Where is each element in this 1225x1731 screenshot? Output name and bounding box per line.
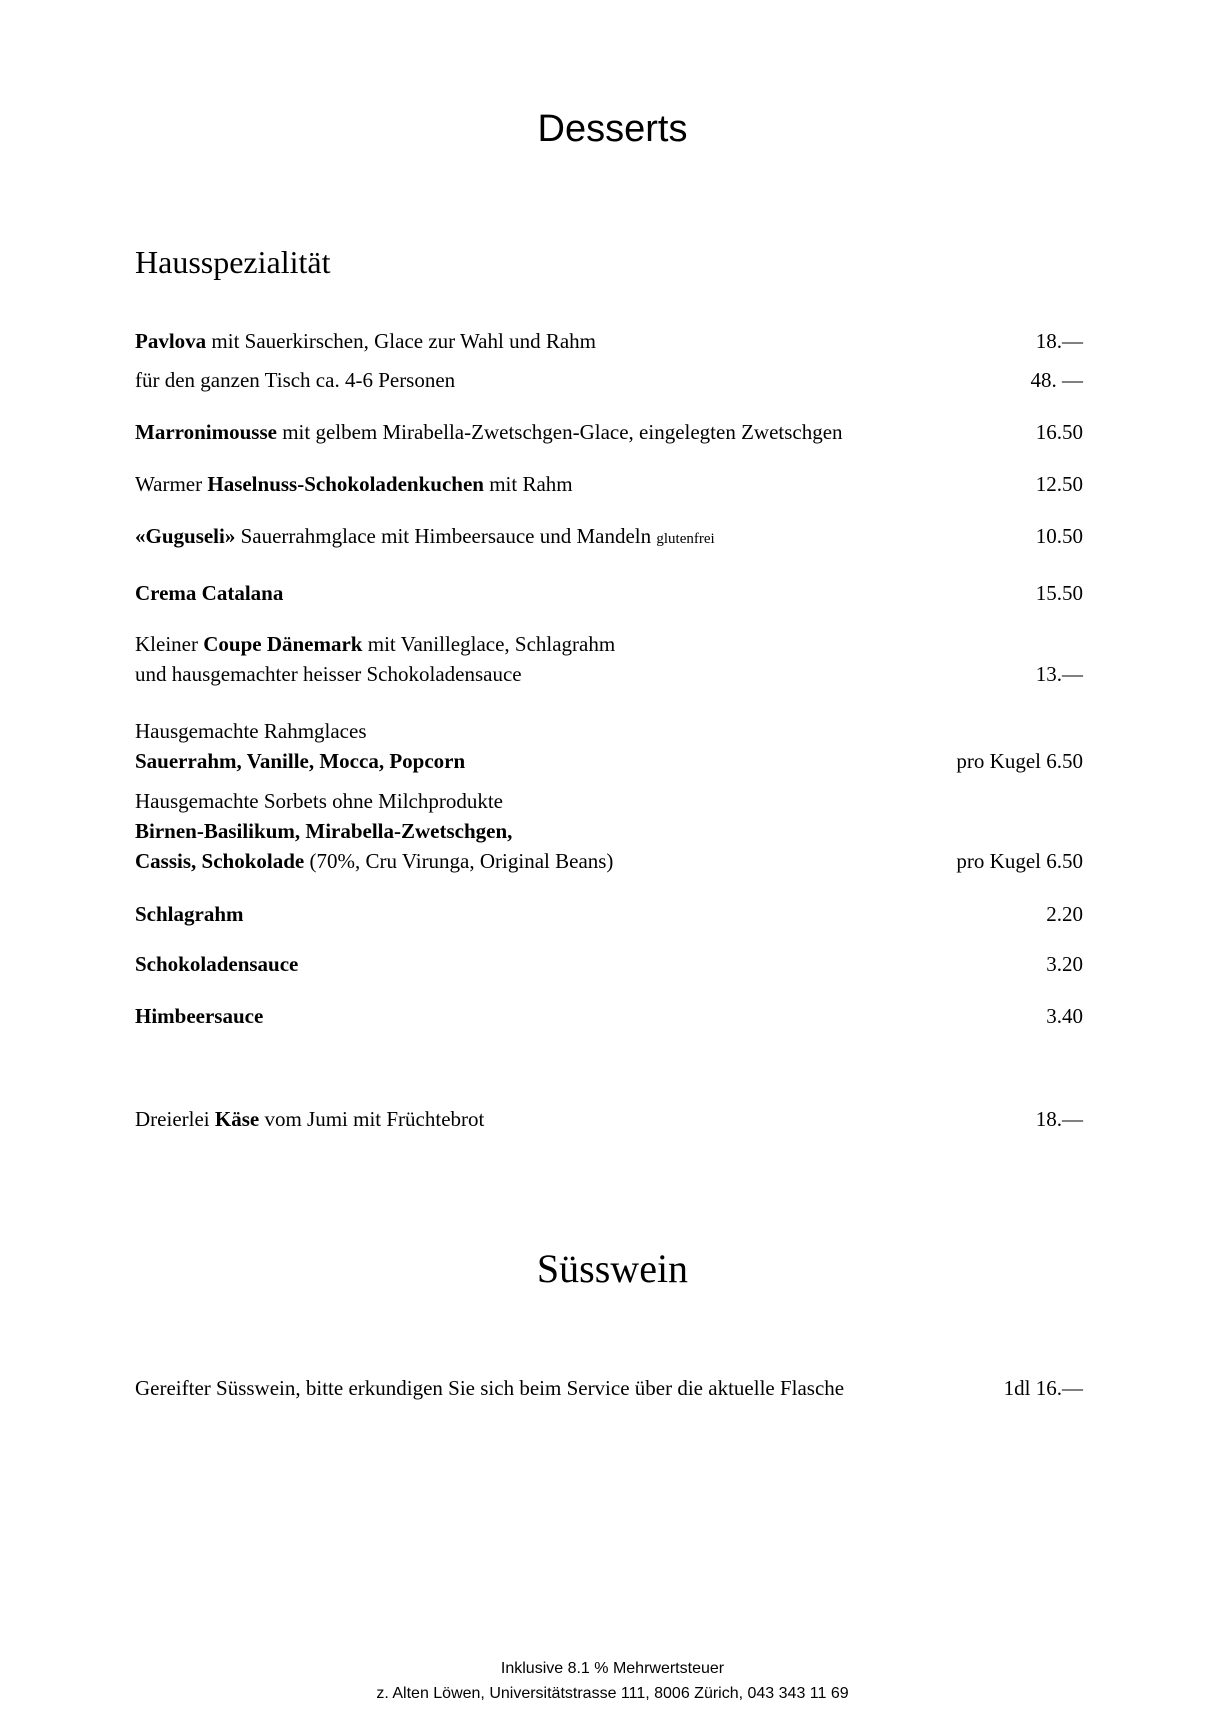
- page-footer: [0, 1656, 1225, 1706]
- menu-list: [135, 326, 1083, 1134]
- item-text: und hausgemachter heisser Schokoladensauce: [135, 662, 522, 686]
- footer-vat-note: Inklusive 8.1 % Mehrwertsteuer: [500, 1660, 725, 1677]
- menu-item-schlagrahm: [135, 899, 1083, 929]
- menu-item-pavlova: [135, 326, 1083, 356]
- item-text: Hausgemachte Rahmglaces: [135, 719, 367, 743]
- item-desc: mit Sauerkirschen, Glace zur Wahl und Rahm: [206, 329, 596, 353]
- item-pre: Warmer: [135, 472, 208, 496]
- item-name: Birnen-Basilikum, Mirabella-Zwetschgen,: [135, 819, 513, 843]
- item-price: 1dl 16.—: [1003, 1376, 1083, 1400]
- item-text: Hausgemachte Sorbets ohne Milchprodukte: [135, 789, 503, 813]
- item-pre: Kleiner: [135, 632, 204, 656]
- item-desc: (70%, Cru Virunga, Original Beans): [309, 849, 614, 873]
- item-name: Crema Catalana: [135, 581, 284, 605]
- item-text: [135, 1104, 1036, 1134]
- item-text: [135, 417, 1036, 447]
- item-desc: mit gelbem Mirabella-Zwetschgen-Glace, eingelegten Zwetschgen: [276, 420, 843, 444]
- item-text: [135, 629, 1083, 659]
- item-name: Schokoladensauce: [135, 952, 299, 976]
- item-desc: mit Rahm: [483, 472, 573, 496]
- footer-address: z. Alten Löwen, Universitätstrasse 111, 8006 Zürich, 043 343 11 69: [376, 1685, 849, 1702]
- item-name: Marronimousse: [135, 420, 277, 444]
- item-name: Käse: [214, 1107, 260, 1131]
- item-price: 2.20: [1046, 902, 1083, 926]
- item-price: 3.20: [1046, 952, 1083, 976]
- menu-item-gereifter-suesswein: [135, 1373, 1083, 1403]
- menu-item-coupe-daenemark-line2: [135, 659, 1083, 689]
- item-desc: Sauerrahmglace mit Himbeersauce und Mandeln: [235, 524, 657, 548]
- item-text: [135, 949, 1046, 979]
- item-price: pro Kugel 6.50: [956, 749, 1083, 773]
- item-text: [135, 816, 1083, 846]
- item-text: [135, 521, 1036, 554]
- item-name: Schlagrahm: [135, 902, 244, 926]
- item-text: [135, 578, 1036, 608]
- item-price: 18.—: [1035, 1107, 1083, 1131]
- menu-item-rahmglaces-line1: [135, 716, 1083, 746]
- item-price: 16.50: [1035, 420, 1083, 444]
- menu-item-marronimousse: [135, 417, 1083, 447]
- item-price: 15.50: [1035, 581, 1083, 605]
- item-name: Sauerrahm, Vanille, Mocca, Popcorn: [135, 749, 466, 773]
- menu-item-rahmglaces-line2: [135, 746, 1083, 776]
- item-price: 48. —: [1030, 368, 1083, 392]
- menu-item-himbeersauce: [135, 1001, 1083, 1031]
- menu-item-sorbets-line2: [135, 816, 1083, 846]
- item-desc: vom Jumi mit Früchtebrot: [259, 1107, 485, 1131]
- item-name: Haselnuss-Schokoladenkuchen: [207, 472, 484, 496]
- glutenfree-note: glutenfrei: [656, 531, 715, 547]
- item-pre: Dreierlei: [135, 1107, 215, 1131]
- item-desc: mit Vanilleglace, Schlagrahm: [362, 632, 616, 656]
- menu-item-schokoladenkuchen: [135, 469, 1083, 499]
- item-text: [135, 1001, 1046, 1031]
- item-price: 10.50: [1035, 524, 1083, 548]
- item-text: [135, 846, 956, 876]
- menu-item-kaese: [135, 1104, 1083, 1134]
- item-price: 3.40: [1046, 1004, 1083, 1028]
- item-price: 18.—: [1035, 329, 1083, 353]
- section-heading-suesswein: Süsswein: [536, 1246, 689, 1291]
- item-price: 12.50: [1035, 472, 1083, 496]
- menu-item-coupe-daenemark-line1: [135, 629, 1083, 659]
- item-text: für den ganzen Tisch ca. 4-6 Personen: [135, 368, 456, 392]
- item-text: Gereifter Süsswein, bitte erkundigen Sie sich beim Service über die aktuelle Flasche: [135, 1376, 845, 1400]
- item-price: 13.—: [1035, 662, 1083, 686]
- item-text: [135, 899, 1046, 929]
- section-heading-hausspezialitaet: Hausspezialität: [135, 244, 331, 280]
- menu-item-schokoladensauce: [135, 949, 1083, 979]
- item-name: Coupe Dänemark: [203, 632, 363, 656]
- menu-item-sorbets-line1: [135, 786, 1083, 816]
- item-name: Pavlova: [135, 329, 207, 353]
- item-text: [135, 746, 956, 776]
- page-title: Desserts: [537, 108, 688, 150]
- item-name: «Guguseli»: [135, 524, 236, 548]
- menu-item-sorbets-line3: [135, 846, 1083, 876]
- item-name: Cassis, Schokolade: [135, 849, 310, 873]
- menu-item-guguseli: [135, 521, 1083, 554]
- item-name: Himbeersauce: [135, 1004, 264, 1028]
- menu-item-crema-catalana: [135, 578, 1083, 608]
- item-text: [135, 469, 1036, 499]
- item-price: pro Kugel 6.50: [956, 849, 1083, 873]
- item-text: [135, 326, 1036, 356]
- menu-item-pavlova-table: [135, 365, 1083, 395]
